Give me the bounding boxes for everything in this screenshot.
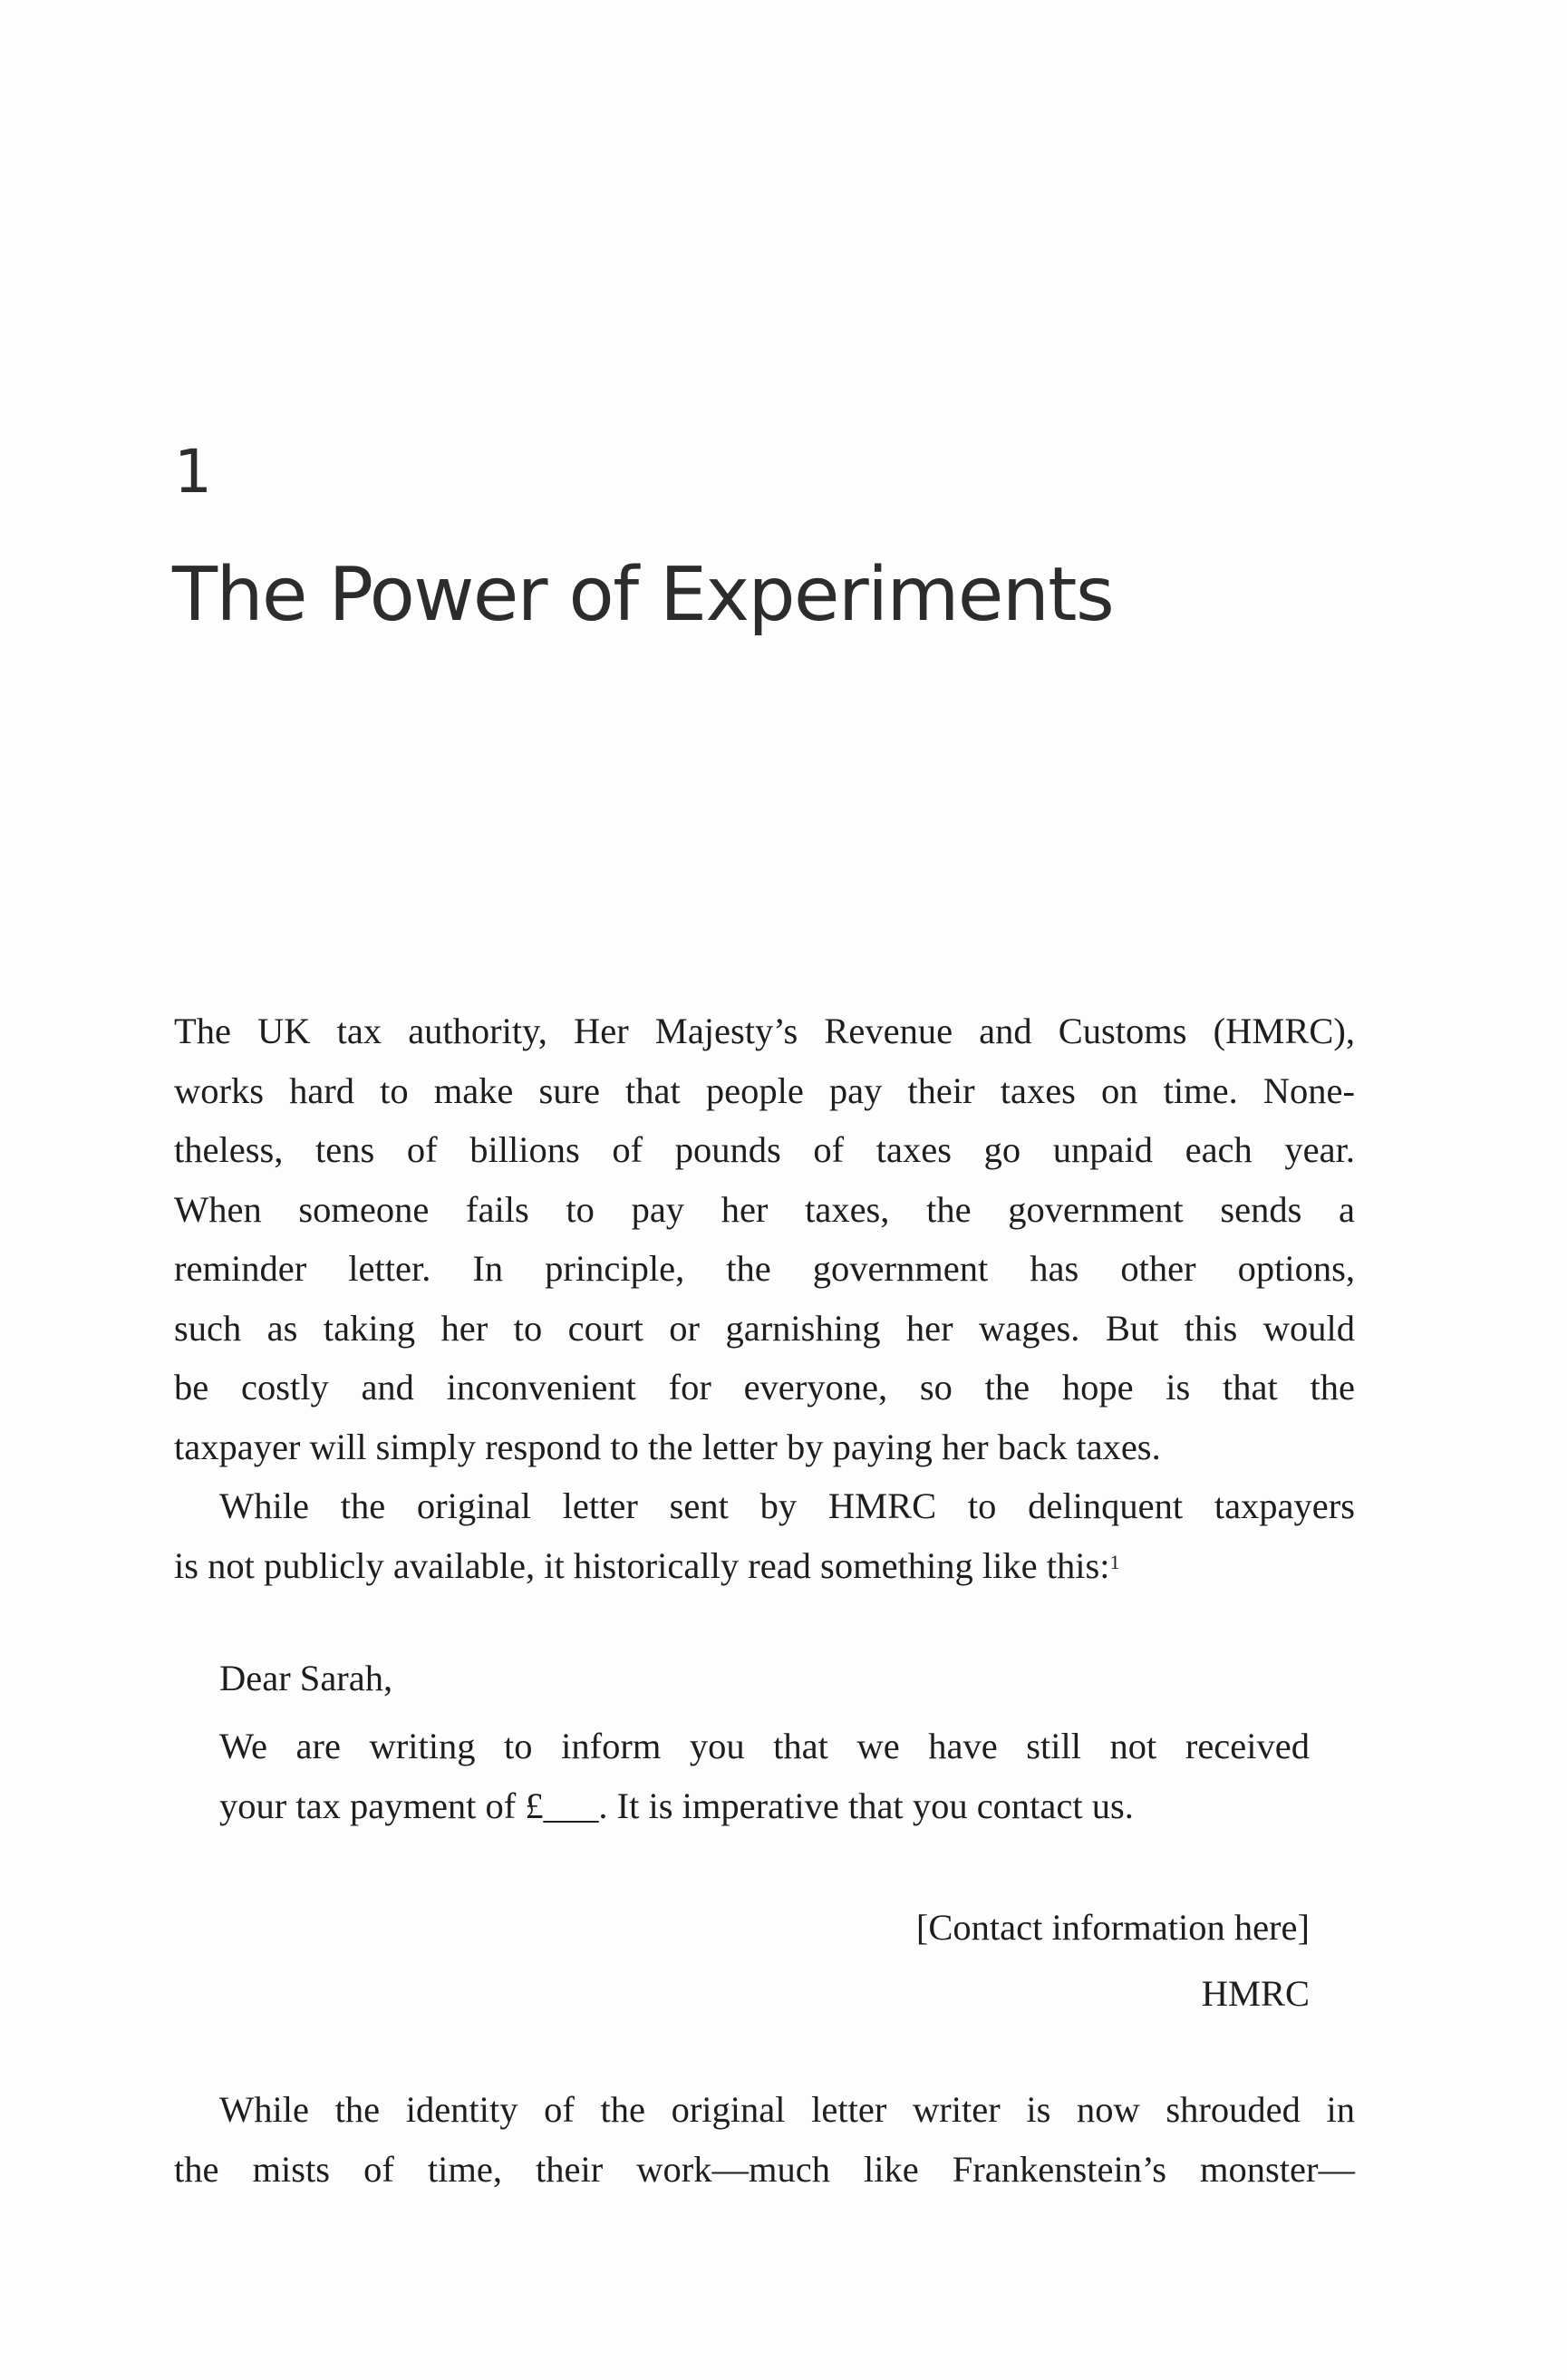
letter-body: [219, 1717, 1310, 1835]
text-line: [174, 1536, 1355, 1596]
text-line: While the identity of the original letter writer is now shrouded in: [219, 2089, 1355, 2130]
text-line: When someone fails to pay her taxes, the government sends a: [174, 1188, 1355, 1230]
text-line: such as taking her to court or garnishing her wages. But this would: [174, 1307, 1355, 1349]
footnote-marker: 1: [1109, 1550, 1120, 1573]
text-line: be costly and inconvenient for everyone, so the hope is that the: [174, 1367, 1355, 1408]
letter-salutation: Dear Sarah,: [219, 1658, 393, 1698]
letter-signature: HMRC: [1201, 1973, 1310, 2014]
text-line: theless, tens of billions of pounds of taxes go unpaid each year.: [174, 1129, 1355, 1170]
text-line: While the original letter sent by HMRC to delinquent taxpayers: [219, 1485, 1355, 1526]
chapter-number: 1: [174, 437, 212, 507]
text-line: the mists of time, their work—much like Frankenstein’s monster—: [174, 2148, 1355, 2190]
text-line: your tax payment of £___. It is imperative that you contact us.: [219, 1785, 1134, 1826]
text-line-content: is not publicly available, it historically read something like this:: [174, 1544, 1110, 1586]
paragraph-letter-intro: [174, 1476, 1355, 1595]
text-line: taxpayer will simply respond to the letter by paying her back taxes.: [174, 1426, 1161, 1467]
paragraph-intro: [174, 1001, 1355, 1476]
letter-contact: [Contact information here]: [915, 1907, 1310, 1948]
chapter-title: The Power of Experiments: [172, 552, 1114, 638]
text-line: The UK tax authority, Her Majesty’s Revenue and Customs (HMRC),: [174, 1011, 1355, 1051]
paragraph-continuation: [174, 2080, 1355, 2199]
letter-signoff: [916, 1894, 1310, 2027]
text-line: We are writing to inform you that we have still not received: [219, 1726, 1310, 1766]
text-line: works hard to make sure that people pay their taxes on time. None-: [174, 1069, 1355, 1111]
text-line: reminder letter. In principle, the government has other options,: [174, 1248, 1355, 1289]
